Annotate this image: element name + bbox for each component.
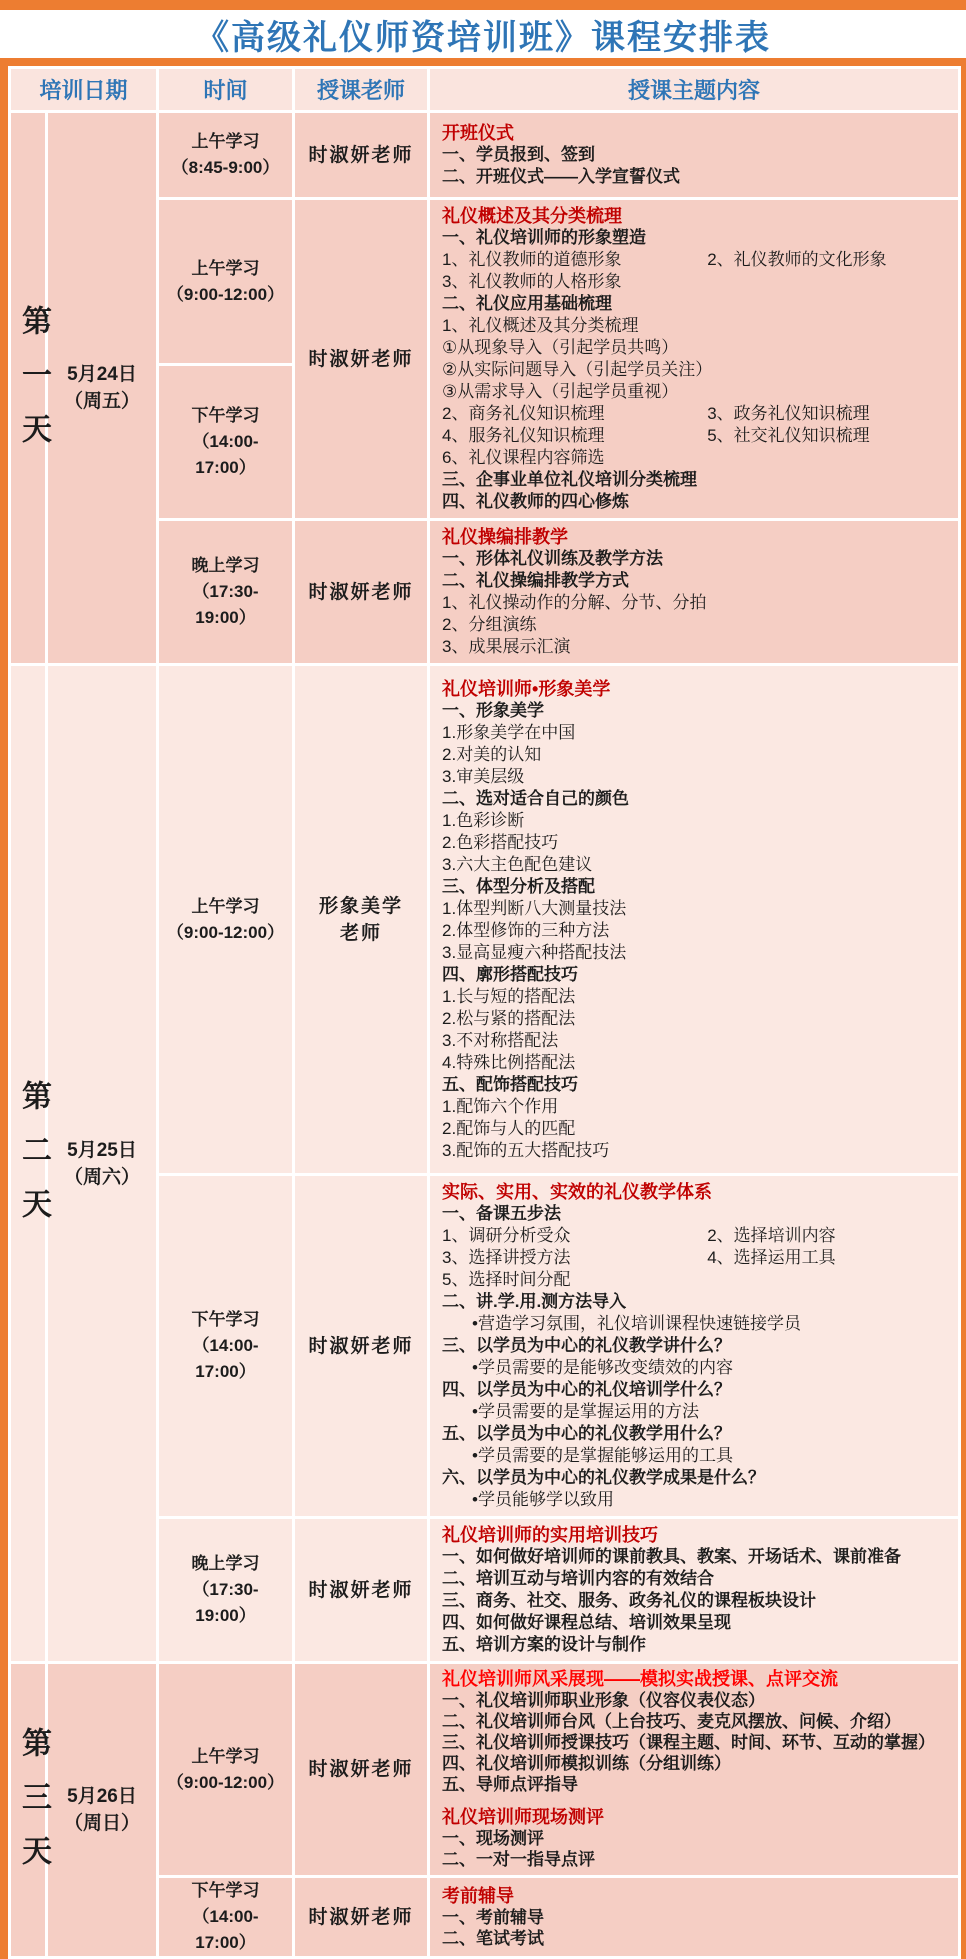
text-line: 19:00） bbox=[195, 1606, 256, 1625]
page-title-band bbox=[0, 10, 966, 58]
day2-afternoon-teacher-cell bbox=[294, 1175, 429, 1518]
text-line: （9:00-12:00） bbox=[166, 1772, 285, 1792]
text-line: 晚上学习 bbox=[191, 556, 260, 575]
content-item: 1、调研分析受众 bbox=[442, 1226, 571, 1245]
text-line: （9:00-12:00） bbox=[166, 922, 285, 942]
day2-evening-time-cell bbox=[158, 1518, 294, 1663]
content-item: 4、选择运用工具 bbox=[707, 1248, 836, 1267]
content-line: ①从现象导入（引起学员共鸣） bbox=[442, 338, 679, 357]
text-line: 上午学习 bbox=[191, 896, 260, 916]
content-item: 5、社交礼仪知识梳理 bbox=[707, 426, 870, 445]
day1-etiquette-exercise-content bbox=[429, 520, 960, 665]
content-line: ②从实际问题导入（引起学员关注） bbox=[442, 360, 713, 379]
text-line: 上午学习 bbox=[191, 258, 260, 278]
content-line: 考前辅导 bbox=[442, 1885, 515, 1906]
content-line: 1.形象美学在中国 bbox=[442, 722, 576, 742]
content-line bbox=[442, 1795, 952, 1807]
header-col-topic: 授课主题内容 bbox=[429, 68, 960, 112]
text-line: 晚上学习 bbox=[191, 1554, 260, 1573]
day1-afternoon-time-cell bbox=[158, 365, 294, 520]
content-line: 3.六大主色配色建议 bbox=[442, 854, 593, 874]
content-line: 4.特殊比例搭配法 bbox=[442, 1052, 576, 1072]
content-line: 礼仪操编排教学 bbox=[442, 527, 569, 547]
text-line: 17:00） bbox=[195, 458, 256, 478]
content-line: 礼仪培训师的实用培训技巧 bbox=[442, 1525, 659, 1545]
content-item: 3、选择讲授方法 bbox=[442, 1248, 571, 1267]
content-line-pair bbox=[442, 1247, 952, 1269]
content-line-pair bbox=[442, 425, 952, 447]
content-line: 二、一对一指导点评 bbox=[442, 1850, 596, 1869]
content-line: •学员需要的是掌握运用的方法 bbox=[472, 1402, 699, 1421]
day3-label-cell bbox=[10, 1663, 50, 1958]
content-line: 礼仪概述及其分类梳理 bbox=[442, 206, 623, 226]
text-line: 5月24日 bbox=[67, 364, 137, 385]
content-line: 六、以学员为中心的礼仪教学成果是什么？ bbox=[442, 1468, 766, 1487]
text-line: 时淑妍老师 bbox=[308, 1759, 414, 1780]
day2-practical-skills-content bbox=[429, 1518, 960, 1663]
text-line: 17:00） bbox=[195, 1933, 256, 1952]
content-line: 一、形象美学 bbox=[442, 700, 545, 720]
content-line: 四、以学员为中心的礼仪培训学什么？ bbox=[442, 1380, 732, 1399]
text-line: （17:30- bbox=[192, 1580, 259, 1599]
header-row bbox=[10, 68, 960, 112]
content-line: 1.体型判断八大测量技法 bbox=[442, 898, 627, 918]
content-line: 一、考前辅导 bbox=[442, 1907, 545, 1927]
content-line-pair bbox=[442, 1225, 952, 1247]
day2-teaching-system-content bbox=[429, 1175, 960, 1518]
content-line: 3.不对称搭配法 bbox=[442, 1030, 559, 1050]
header-col-date: 培训日期 bbox=[10, 68, 158, 112]
day2-label: 第二天 bbox=[17, 1080, 50, 1242]
schedule-page bbox=[0, 10, 966, 1952]
content-line: 二、选对适合自己的颜色 bbox=[442, 788, 630, 808]
day1-date-cell bbox=[47, 112, 158, 665]
text-line: 下午学习 bbox=[191, 1881, 260, 1900]
text-line: （14:00- bbox=[192, 432, 259, 452]
content-line: 一、如何做好培训师的课前教具、教案、开场话术、课前准备 bbox=[442, 1547, 902, 1566]
content-line: 一、现场测评 bbox=[442, 1829, 545, 1848]
day1-morning2-time-cell bbox=[158, 199, 294, 365]
text-line: （周六） bbox=[64, 1166, 141, 1188]
text-line: 上午学习 bbox=[191, 132, 260, 151]
day1-label-cell bbox=[10, 112, 50, 665]
content-line: 3、成果展示汇演 bbox=[442, 637, 571, 656]
content-line: 三、企事业单位礼仪培训分类梳理 bbox=[442, 470, 698, 489]
content-line: 1、礼仪概述及其分类梳理 bbox=[442, 316, 639, 335]
text-line: （14:00- bbox=[192, 1907, 259, 1926]
schedule-table bbox=[8, 66, 961, 1959]
day3-morning-time-cell bbox=[158, 1663, 294, 1877]
text-line: 17:00） bbox=[195, 1362, 256, 1381]
text-line: 下午学习 bbox=[191, 406, 260, 426]
content-item: 1、礼仪教师的道德形象 bbox=[442, 250, 622, 269]
content-line: 二、培训互动与培训内容的有效结合 bbox=[442, 1569, 715, 1588]
content-line: 1、礼仪操动作的分解、分节、分拍 bbox=[442, 593, 707, 612]
text-line: 上午学习 bbox=[191, 1746, 260, 1766]
content-line: 开班仪式 bbox=[442, 123, 515, 143]
day1-morning1-teacher-cell bbox=[294, 112, 429, 199]
text-line: （周日） bbox=[64, 1813, 141, 1834]
content-line: 四、礼仪培训师模拟训练（分组训练） bbox=[442, 1754, 732, 1773]
content-line: 四、礼仪教师的四心修炼 bbox=[442, 492, 630, 511]
content-line: 一、形体礼仪训练及教学方法 bbox=[442, 549, 664, 568]
text-line: 时淑妍老师 bbox=[308, 1335, 414, 1357]
content-item: 4、服务礼仪知识梳理 bbox=[442, 426, 605, 445]
day2-date-cell bbox=[47, 665, 158, 1663]
text-line: （8:45-9:00） bbox=[171, 158, 280, 177]
content-line: 1.配饰六个作用 bbox=[442, 1096, 559, 1116]
day2-morning-teacher-cell bbox=[294, 665, 429, 1175]
content-line: 2.对美的认知 bbox=[442, 744, 542, 764]
content-line: 二、礼仪操编排教学方式 bbox=[442, 571, 630, 590]
text-line: （14:00- bbox=[192, 1336, 259, 1355]
content-line: 礼仪培训师风采展现——模拟实战授课、点评交流 bbox=[442, 1669, 839, 1689]
content-line: 五、培训方案的设计与制作 bbox=[442, 1635, 647, 1654]
day2-evening-teacher-cell bbox=[294, 1518, 429, 1663]
content-line: •学员能够学以致用 bbox=[472, 1490, 614, 1509]
content-line: 五、导师点评指导 bbox=[442, 1775, 579, 1794]
content-line: 五、配饰搭配技巧 bbox=[442, 1074, 579, 1094]
content-item: 2、礼仪教师的文化形象 bbox=[707, 250, 887, 269]
table-row bbox=[10, 665, 960, 1175]
content-line: 2.配饰与人的匹配 bbox=[442, 1118, 576, 1138]
day2-image-aesthetics-content bbox=[429, 665, 960, 1175]
content-line: 2.体型修饰的三种方法 bbox=[442, 920, 610, 940]
content-line: 3.审美层级 bbox=[442, 766, 525, 786]
content-line: 礼仪培训师•形象美学 bbox=[442, 678, 611, 699]
text-line: 老师 bbox=[340, 922, 383, 944]
content-line: 3.显高显瘦六种搭配技法 bbox=[442, 942, 627, 962]
day3-morning-teacher-cell bbox=[294, 1663, 429, 1877]
text-line: 下午学习 bbox=[191, 1310, 260, 1329]
text-line: 时淑妍老师 bbox=[308, 1906, 414, 1928]
day3-afternoon-teacher-cell bbox=[294, 1877, 429, 1958]
day2-label-cell bbox=[10, 665, 50, 1663]
content-line-pair bbox=[442, 249, 952, 271]
text-line: 时淑妍老师 bbox=[308, 348, 414, 370]
table-row bbox=[10, 112, 960, 199]
text-line: 时淑妍老师 bbox=[308, 1579, 414, 1601]
content-line: 2、分组演练 bbox=[442, 615, 537, 634]
content-item: 2、选择培训内容 bbox=[707, 1226, 836, 1245]
header-col-teacher: 授课老师 bbox=[294, 68, 429, 112]
content-line-pair bbox=[442, 403, 952, 425]
text-line: 时淑妍老师 bbox=[308, 144, 414, 166]
day1-evening-time-cell bbox=[158, 520, 294, 665]
content-line: 5、选择时间分配 bbox=[442, 1270, 571, 1289]
text-line: （周五） bbox=[64, 391, 141, 412]
text-line: （17:30- bbox=[192, 582, 259, 601]
day2-morning-time-cell bbox=[158, 665, 294, 1175]
header-col-time: 时间 bbox=[158, 68, 294, 112]
text-line: 时淑妍老师 bbox=[308, 581, 414, 603]
content-line: 五、以学员为中心的礼仪教学用什么？ bbox=[442, 1424, 732, 1443]
content-line: 二、讲.学.用.测方法导入 bbox=[442, 1292, 627, 1311]
day3-exam-coaching-content bbox=[429, 1877, 960, 1958]
day1-opening-ceremony-content bbox=[429, 112, 960, 199]
content-line: 一、礼仪培训师的形象塑造 bbox=[442, 228, 647, 247]
text-line: 5月26日 bbox=[67, 1786, 137, 1807]
text-line: 形象美学 bbox=[319, 895, 404, 917]
content-line: 礼仪培训师现场测评 bbox=[442, 1807, 605, 1827]
content-line: •学员需要的是能够改变绩效的内容 bbox=[472, 1358, 733, 1377]
day3-label: 第三天 bbox=[17, 1726, 50, 1889]
page-title: 《高级礼仪师资培训班》课程安排表 bbox=[195, 18, 771, 57]
content-line: 三、商务、社交、服务、政务礼仪的课程板块设计 bbox=[442, 1591, 817, 1610]
content-line: 2.松与紧的搭配法 bbox=[442, 1008, 576, 1028]
content-line: •学员需要的是掌握能够运用的工具 bbox=[472, 1446, 733, 1465]
day1-evening-teacher-cell bbox=[294, 520, 429, 665]
content-line: 三、以学员为中心的礼仪教学讲什么？ bbox=[442, 1336, 732, 1355]
content-line: 三、体型分析及搭配 bbox=[442, 876, 596, 896]
table-row bbox=[10, 1663, 960, 1877]
schedule-table-wrap bbox=[8, 66, 958, 1959]
content-line: 一、备课五步法 bbox=[442, 1204, 562, 1223]
day3-afternoon-time-cell bbox=[158, 1877, 294, 1958]
content-line: 二、笔试考试 bbox=[442, 1928, 545, 1948]
day3-demo-teaching-content bbox=[429, 1663, 960, 1877]
content-line: 二、礼仪培训师台风（上台技巧、麦克风摆放、问候、介绍） bbox=[442, 1712, 902, 1731]
content-line: 一、礼仪培训师职业形象（仪容仪表仪态） bbox=[442, 1691, 766, 1710]
content-line: 一、学员报到、签到 bbox=[442, 145, 596, 164]
content-item: 3、政务礼仪知识梳理 bbox=[707, 404, 870, 423]
content-line: 二、礼仪应用基础梳理 bbox=[442, 294, 613, 313]
content-line: 2.色彩搭配技巧 bbox=[442, 832, 559, 852]
day2-afternoon-time-cell bbox=[158, 1175, 294, 1518]
day1-morning1-time-cell bbox=[158, 112, 294, 199]
content-line: 实际、实用、实效的礼仪教学体系 bbox=[442, 1182, 713, 1202]
text-line: 19:00） bbox=[195, 608, 256, 627]
content-line: ③从需求导入（引起学员重视） bbox=[442, 382, 679, 401]
content-item: 2、商务礼仪知识梳理 bbox=[442, 404, 605, 423]
content-line: 1.色彩诊断 bbox=[442, 810, 525, 830]
content-line: 三、礼仪培训师授课技巧（课程主题、时间、环节、互动的掌握） bbox=[442, 1733, 936, 1752]
day1-day-session-teacher-cell bbox=[294, 199, 429, 520]
content-line: 3.配饰的五大搭配技巧 bbox=[442, 1140, 610, 1160]
content-line: 3、礼仪教师的人格形象 bbox=[442, 272, 622, 291]
day1-label: 第一天 bbox=[17, 304, 50, 467]
text-line: 5月25日 bbox=[67, 1139, 137, 1161]
text-line: （9:00-12:00） bbox=[166, 284, 285, 304]
content-line: 四、如何做好课程总结、培训效果呈现 bbox=[442, 1613, 732, 1632]
content-line: •营造学习氛围，礼仪培训课程快速链接学员 bbox=[472, 1314, 801, 1333]
content-line: 四、廓形搭配技巧 bbox=[442, 964, 579, 984]
content-line: 二、开班仪式——入学宣誓仪式 bbox=[442, 167, 681, 186]
content-line: 1.长与短的搭配法 bbox=[442, 986, 576, 1006]
day3-date-cell bbox=[47, 1663, 158, 1958]
content-line: 6、礼仪课程内容筛选 bbox=[442, 448, 605, 467]
day1-etiquette-overview-content bbox=[429, 199, 960, 520]
